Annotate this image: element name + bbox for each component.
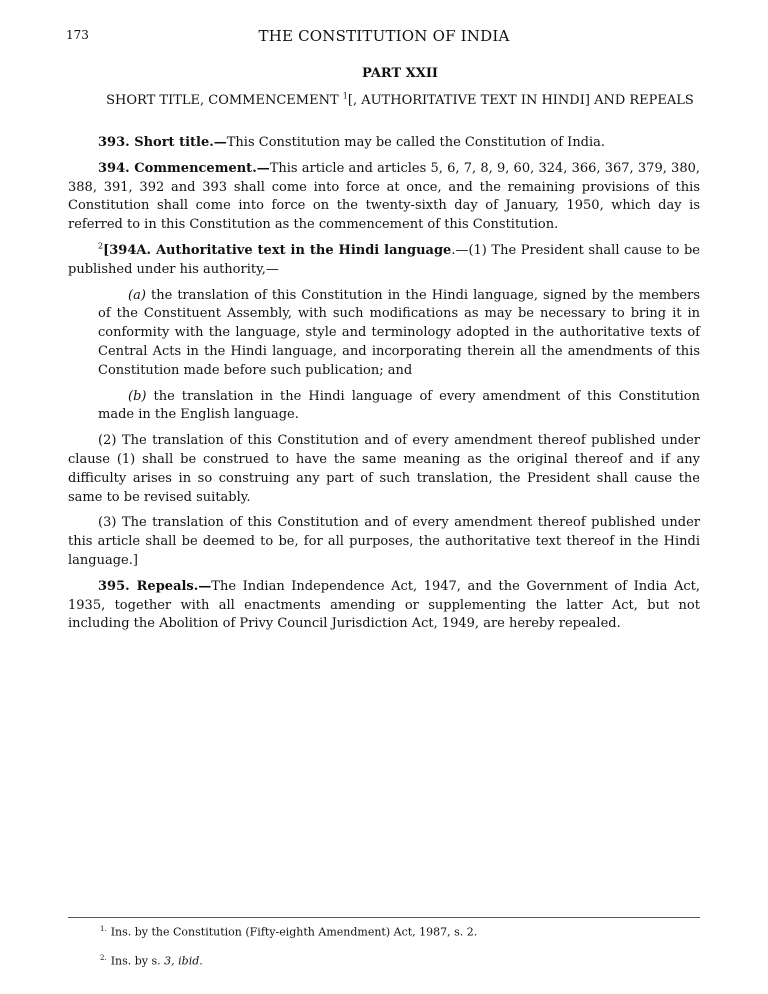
- footnote-2-text-b: 3, ibid.: [164, 954, 203, 968]
- clause-a: [98, 287, 700, 381]
- footnote-divider: [68, 917, 700, 918]
- clause-2: (2) The translation of this Constitution and of every amendment thereof published under clause (1) shall be construed to have the same meaning as the original thereof and if any difficulty arises in so construing any part of such translation, the President shall cause the same to be revised suitably.: [68, 433, 700, 505]
- article-395-heading: 395. Repeals: [98, 578, 194, 594]
- article-394: [68, 160, 700, 235]
- footnote-1-text: Ins. by the Constitution (Fifty-eighth Amendment) Act, 1987, s. 2.: [110, 925, 478, 939]
- footnote-2-text-a: Ins. by s.: [110, 954, 165, 968]
- article-395-separator: .—: [193, 578, 212, 594]
- part-subtitle-text-a: SHORT TITLE, COMMENCEMENT: [106, 93, 343, 108]
- article-394-separator: .—: [252, 160, 270, 176]
- article-393: [68, 134, 700, 153]
- footnotes: [100, 922, 477, 979]
- footnote-ref-2[interactable]: 2: [98, 241, 104, 251]
- article-394-text: This article and articles 5, 6, 7, 8, 9, 60, 324, 366, 367, 379, 380, 388, 391, 392 and 393 shall come into force at once, and the remaining provisions of this Constitution shall come into force on the twenty-sixth day of January, 1950, which day is referred to in this Constitution as the commencement of this Constitution.: [68, 160, 700, 233]
- running-header: THE CONSTITUTION OF INDIA: [258, 27, 510, 45]
- clause-a-label: (a): [128, 287, 146, 303]
- article-body: [68, 134, 700, 641]
- footnote-2-mark: 2.: [100, 953, 107, 962]
- footnote-1-mark: 1.: [100, 925, 107, 933]
- part-subtitle-text-b: [, AUTHORITATIVE TEXT IN HINDI] AND REPEALS: [347, 93, 694, 108]
- footnote-2: [100, 951, 477, 969]
- footnote-1: [100, 922, 477, 940]
- clause-a-text: the translation of this Constitution in the Hindi language, signed by the members of the Constituent Assembly, with such modifications as may be necessary to bring it in conformity with the language, style and terminology adopted in the authoritative texts of Central Acts in the Hindi language, and incorporating therein all the amendments of this Constitution made before such publication; and: [98, 287, 700, 378]
- article-395: [68, 578, 700, 634]
- clause-3: (3) The translation of this Constitution and of every amendment thereof published under this article shall be deemed to be, for all purposes, the authoritative text thereof in the Hindi language.]: [68, 515, 700, 568]
- article-395-text: The Indian Independence Act, 1947, and the Government of India Act, 1935, together with all enactments amending or supplementing the latter Act, but not including the Abolition of Privy Council Jurisdiction Act, 1949, are hereby repealed.: [68, 578, 700, 632]
- part-subtitle: [100, 92, 700, 110]
- clause-b-label: (b): [128, 388, 147, 404]
- article-394a-text: .—(1) The President shall cause to be published under his authority,—: [68, 242, 700, 277]
- clause-b-text: the translation in the Hindi language of every amendment of this Constitution made in the English language.: [98, 388, 700, 423]
- part-title: PART XXII: [361, 66, 439, 81]
- article-394-heading: 394. Commencement: [98, 160, 253, 176]
- article-393-text: This Constitution may be called the Constitution of India.: [226, 135, 606, 150]
- clause-b: [98, 388, 700, 426]
- article-393-heading: 393. Short title.—: [98, 135, 227, 150]
- article-394a: [68, 242, 700, 280]
- article-394a-heading: [394A. Authoritative text in the Hindi language: [103, 242, 452, 258]
- footnote-ref-1[interactable]: 1: [342, 91, 348, 101]
- page-number: 173: [66, 28, 89, 42]
